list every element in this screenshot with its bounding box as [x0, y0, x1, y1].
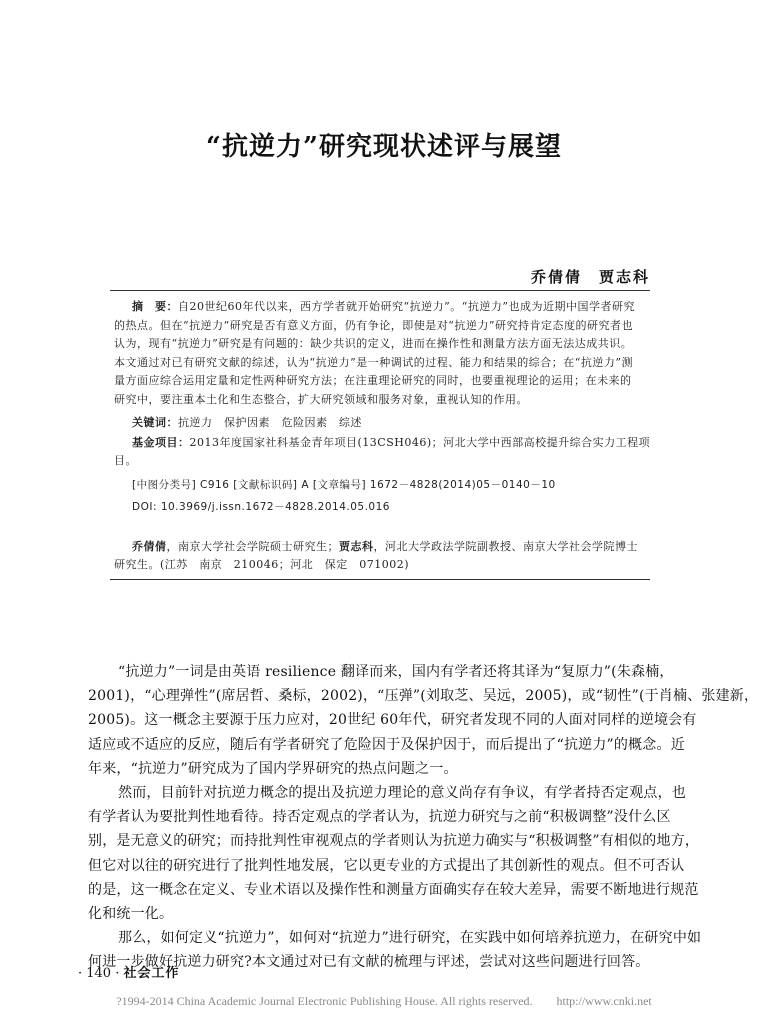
copyright-notice: ?1994-2014 China Academic Journal Electronic Publishing House. All rights reserved. http://www.cnki.net: [116, 994, 652, 1008]
abstract-line: [114, 335, 644, 353]
body-line: 何进一步做好抗逆力研究?本文通过对已有文献的梳理与评述，尝试对这些问题进行回答。: [88, 954, 650, 971]
article-label: [文章编号]: [312, 479, 367, 491]
abstract-line: [132, 298, 644, 316]
abstract-label: 摘 要：: [132, 300, 178, 313]
keywords-line: [132, 414, 644, 432]
body-line: 化和统一化。: [88, 906, 174, 922]
paper-title: “抗逆力”研究现状述评与展望: [206, 132, 562, 162]
body-line: 年来，“抗逆力”研究成为了国内学界研究的热点问题之一。: [88, 760, 458, 777]
body-line: 别，是无意义的研究；而持批判性审视观点的学者则认为抗逆力确实与“积极调整”有相似的地方，: [88, 833, 700, 850]
body-line: 有学者认为要批判性地看待。持否定观点的学者认为，抗逆力研究与之前“积极调整”没什么区: [88, 809, 671, 826]
abstract-text: 的热点。但在“抗逆力”研究是否有意义方面，仍有争论，即使是对“抗逆力”研究持肯定态度的研究者也: [114, 318, 633, 332]
body-line: 然而，目前针对抗逆力概念的提出及抗逆力理论的意义尚存有争议，有学者持否定观点，也: [118, 785, 686, 801]
doi-line[interactable]: DOI: 10.3969/j.issn.1672－4828.2014.05.016: [132, 501, 390, 513]
doc-label: [文献标识码]: [233, 479, 298, 491]
journal-name: 社会工作: [123, 966, 180, 981]
clc-value: C916: [200, 479, 230, 491]
body-line: 2005)。这一概念主要源于压力应对，20世纪 60年代，研究者发现不同的人面对同样的逆境会有: [88, 712, 697, 729]
author-info-name-2: 贾志科: [339, 540, 374, 553]
author-info-name-1: 乔倩倩: [132, 540, 167, 553]
body-line: 的是，这一概念在定义、专业术语以及操作性和测量方面确实存在较大差异，需要不断地进行规范: [88, 881, 699, 898]
body-line: 那么，如何定义“抗逆力”，如何对“抗逆力”进行研究，在实践中如何培养抗逆力，在研究中如: [118, 930, 702, 947]
abstract-line: [114, 354, 644, 372]
clc-label: [中图分类号]: [132, 479, 197, 491]
author-info-line: [132, 538, 644, 556]
keywords-label: 关键词：: [132, 416, 178, 429]
abstract-text: 自20世纪60年代以来，西方学者就开始研究“抗逆力”。“抗逆力”也成为近期中国学者研究: [178, 300, 635, 313]
fund-label: 基金项目：: [132, 436, 190, 449]
classification-line: [132, 476, 644, 494]
page-number: · 140 ·: [78, 966, 120, 981]
abstract-line: [114, 391, 644, 409]
body-line: 2001)，“心理弹性”(席居哲、桑标，2002)，“压弹”(刘取芝、吴远，2005)，或“韧性”(于肖楠、张建新，: [88, 688, 759, 705]
abstract-text: 本文通过对已有研究文献的综述，认为“抗逆力”是一种调试的过程、能力和结果的综合；在“抗逆力”测: [114, 355, 633, 369]
body-line: 适应或不适应的反应，随后有学者研究了危险因于及保护因于，而后提出了“抗逆力”的概念。近: [88, 736, 685, 753]
body-line: 但它对以往的研究进行了批判性地发展，它以更专业的方式提出了其创新性的观点。但不可否认: [88, 857, 685, 874]
fund-value: 2013年度国家社科基金青年项目(13CSH046)；河北大学中西部高校提升综合实力工程项: [189, 436, 651, 449]
abstract-line: [114, 372, 644, 390]
article-value: 1672－4828(2014)05－0140－10: [369, 479, 556, 491]
body-line: “抗逆力”一词是由英语 resilience 翻译而来，国内有学者还将其译为“复原力”(朱森楠，: [118, 664, 674, 680]
author-info-text-2: ，河北大学政法学院副教授、南京大学社会学院博士: [373, 540, 638, 553]
abstract-text: 量方面应综合运用定量和定性两种研究方法；在注重理论研究的同时，也要重视理论的运用；在未来的: [114, 374, 632, 387]
abstract-line: [114, 317, 644, 335]
author-info-line-continued: 研究生。(江苏 南京 210046；河北 保定 071002): [114, 558, 410, 571]
abstract-text: 研究中，要注重本土化和生态整合，扩大研究领域和服务对象，重视认知的作用。: [114, 392, 528, 406]
page-footer: [78, 962, 180, 981]
abstract-text: 认为，现有“抗逆力”研究是有问题的：缺少共识的定义，进而在操作性和测量方法方面无法达成共识。: [114, 337, 633, 350]
author-names: 乔倩倩 贾志科: [530, 268, 650, 286]
fund-line: [132, 434, 651, 452]
keywords-value: 抗逆力 保护因素 危险因素 综述: [178, 416, 362, 429]
author-info-text-1: ，南京大学社会学院硕士研究生；: [166, 540, 339, 553]
fund-line-continued: 目。: [114, 454, 137, 467]
doc-value: A: [301, 479, 309, 491]
